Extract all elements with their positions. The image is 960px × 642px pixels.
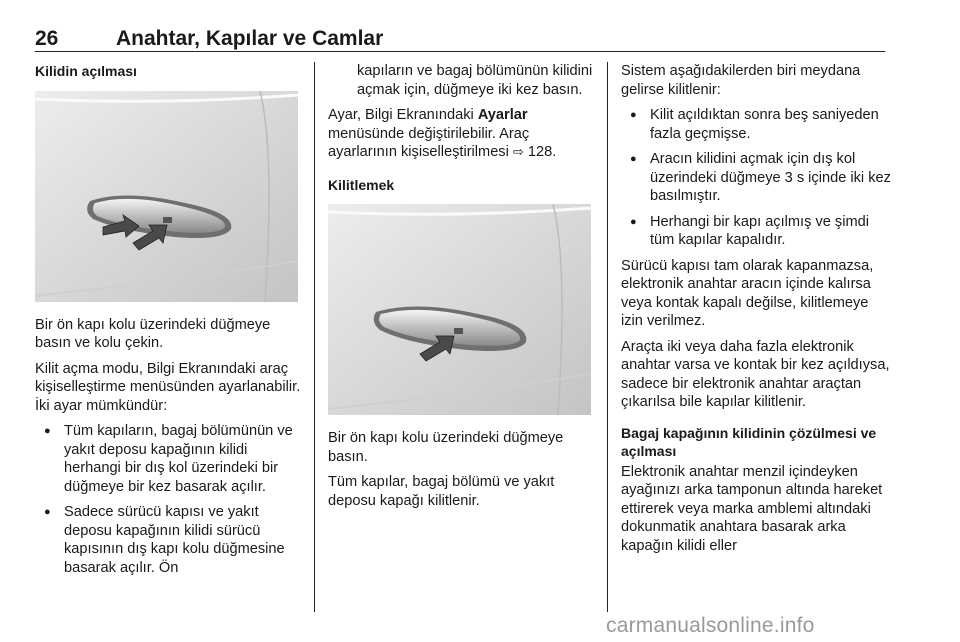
list-item: ● Sadece sürücü kapısı ve yakıt deposu kapağının kilidi sürücü kapısının dış kapı kolu düğmesine basarak açılır. Ön <box>35 503 301 577</box>
text: menüsünde değiştirilebilir. Araç ayarlarının kişiselleştirilmesi <box>328 125 530 160</box>
text: Ayar, Bilgi Ekranındaki <box>328 107 478 123</box>
page-reference: 128. <box>523 144 557 160</box>
section-heading-unlock: Kilidin açılması <box>35 63 137 79</box>
door-handle-lock-illustration <box>328 204 591 415</box>
list-item-continuation: kapıların ve bagaj bölümünün kilidini açmak için, düğmeye iki kez basın. <box>357 63 593 98</box>
column-2 <box>328 62 593 517</box>
watermark: carmanualsonline.info <box>606 614 815 637</box>
column-3 <box>621 62 891 562</box>
section-heading-tailgate: Bagaj kapağının kilidinin çözülmesi ve açılması <box>621 424 877 459</box>
section-heading-lock: Kilitlemek <box>328 176 395 193</box>
page-header <box>35 25 885 52</box>
bullet-list <box>35 422 301 577</box>
column-divider <box>314 62 315 612</box>
list-item: ● Aracın kilidini açmak için dış kol üzerindeki düğmeye 3 s içinde iki kez basılmıştır. <box>621 150 891 206</box>
list-item: ● Kilit açıldıktan sonra beş saniyeden fazla geçmişse. <box>621 106 891 143</box>
page-reference-arrow-icon: ⇨ <box>512 145 524 160</box>
paragraph: Elektronik anahtar menzil içindeyken ayağınızı arka tamponun altında hareket ettirerek veya marka amblemi altındaki dokunmatik anahtara basarak arka kapağın kilidi eller <box>621 463 883 554</box>
column-1 <box>35 62 301 584</box>
door-handle-unlock-illustration <box>35 91 298 302</box>
page-number: 26 <box>35 27 59 50</box>
paragraph: Kilit açma modu, Bilgi Ekranındaki araç kişiselleştirme menüsünden ayarlanabilir. İki ayar mümkündür: <box>35 360 301 414</box>
paragraph: Sistem aşağıdakilerden biri meydana gelirse kilitlenir: <box>621 63 861 98</box>
bullet-list <box>621 106 891 250</box>
paragraph: Sürücü kapısı tam olarak kapanmazsa, elektronik anahtar aracın içinde kalırsa veya kontak kapalı değilse, kilitlemeye izin verilmez. <box>621 257 874 329</box>
paragraph: Tüm kapılar, bagaj bölümü ve yakıt deposu kapağı kilitlenir. <box>328 474 555 509</box>
page-title: Anahtar, Kapılar ve Camlar <box>116 27 384 50</box>
paragraph <box>328 106 593 163</box>
list-item: ● Tüm kapıların, bagaj bölümünün ve yakıt deposu kapağının kilidi herhangi bir dış kol üzerindeki bir düğmeye bir kez basarak açılır. <box>35 422 301 496</box>
paragraph: Araçta iki veya daha fazla elektronik anahtar varsa ve kontak bir kez açıldıysa, sadece bir elektronik anahtar araçtan çıkarılsa bile kapılar kilitlenir. <box>621 338 890 410</box>
figure-caption: Bir ön kapı kolu üzerindeki düğmeye basın. <box>328 430 564 465</box>
figure-caption: Bir ön kapı kolu üzerindeki düğmeye basın ve kolu çekin. <box>35 316 271 351</box>
settings-menu-label: Ayarlar <box>477 107 528 123</box>
list-item: ● Herhangi bir kapı açılmış ve şimdi tüm kapılar kapalıdır. <box>621 213 891 250</box>
column-divider <box>607 62 608 612</box>
